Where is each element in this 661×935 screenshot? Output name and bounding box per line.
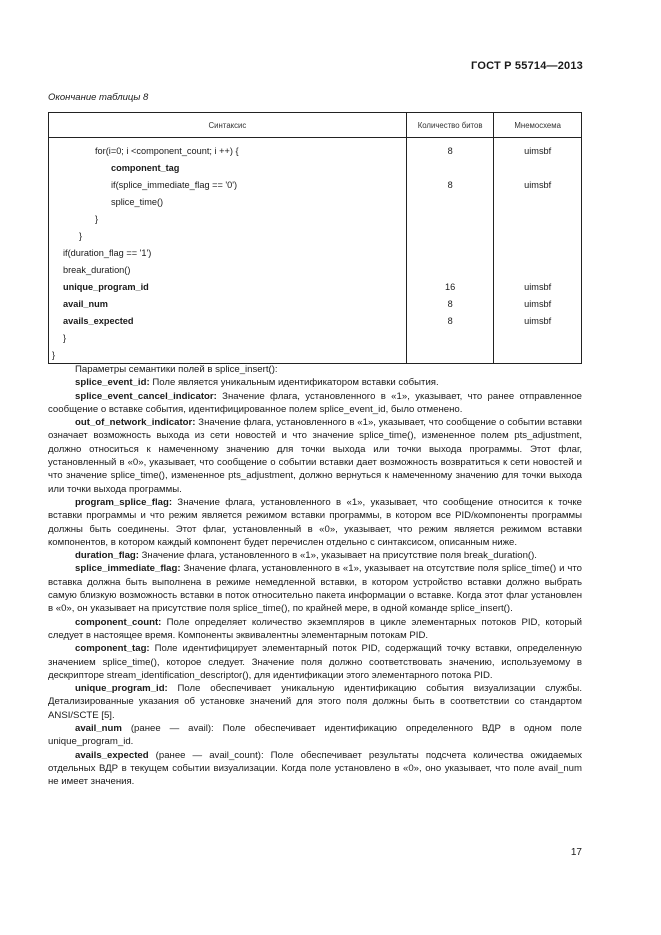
syntax-cell: for(i=0; i <component_count; i ++) { [49, 138, 407, 160]
syntax-cell [49, 295, 407, 312]
table-row [49, 176, 582, 193]
table-row [49, 227, 582, 244]
syntax-cell: } [49, 346, 407, 364]
paragraph [48, 749, 582, 789]
paragraph [48, 390, 582, 417]
mnemonic-cell [494, 193, 582, 210]
mnemonic-cell: uimsbf [494, 278, 582, 295]
table-row [49, 329, 582, 346]
header-mnemonic: Мнемосхема [494, 113, 582, 138]
table-row [49, 295, 582, 312]
field-description: (ранее — avail): Поле обеспечивает идентификацию определенного ВДР в одном поле unique_program_id. [48, 723, 582, 748]
paragraph [48, 682, 582, 722]
mnemonic-cell: uimsbf [494, 176, 582, 193]
syntax-cell [49, 312, 407, 329]
syntax-cell: } [49, 329, 407, 346]
mnemonic-cell [494, 159, 582, 176]
field-term: component_count: [75, 616, 162, 628]
syntax-cell: splice_time() [49, 193, 407, 210]
syntax-field-name: avail_num [63, 298, 108, 309]
syntax-cell: break_duration() [49, 261, 407, 278]
field-description: Значение флага, установленного в «1», указывает, что ранее отправленное сообщение о вставке события, идентифицированное полем splice_event_id, было отменено. [48, 390, 582, 415]
field-term: unique_program_id: [75, 683, 168, 695]
field-term: out_of_network_indicator: [75, 417, 196, 429]
paragraph [48, 722, 582, 749]
paragraph [48, 642, 582, 682]
table-row [49, 346, 582, 364]
bits-cell [406, 227, 494, 244]
syntax-cell: } [49, 210, 407, 227]
syntax-table [48, 112, 582, 364]
field-description: Значение флага, установленного в «1», указывает на отсутствие поля splice_time() и что вставка должна быть выполнена в режиме немедленной вставки, в котором устройство вставки должно выбрать самую близкую возможность вставки в поток относительно пакета информации о вставке. Когда этот флаг установлен в «0», он указывает на присутствие поля splice_time(), по крайней мере, в одной команде splice_insert(). [48, 563, 582, 615]
paragraph [48, 376, 582, 389]
field-description: Значение флага, установленного в «1», указывает, что сообщение относится к точке вставки программы и что режим является режимом вставки программы, в котором все PID/компоненты программы должны быть соединены. Этот флаг, установленный в «0», указывает, что режим является режимом вставки компонентов, в котором каждый компонент будет перечислен отдельно с синтаксисом, описанным ниже. [48, 496, 582, 548]
field-description: (ранее — avail_count): Поле обеспечивает результаты подсчета количества ожидаемых отдельных ВДР в текущем событии визуализации. Когда поле установлено в «0», оно указывает, что поле avail_num не имеет значения. [48, 749, 582, 788]
field-term: avails_expected [75, 749, 149, 761]
field-term: splice_event_cancel_indicator: [75, 390, 217, 402]
bits-cell [406, 210, 494, 227]
field-term: component_tag: [75, 643, 150, 655]
mnemonic-cell: uimsbf [494, 138, 582, 160]
field-description: Значение флага, установленного в «1», указывает на присутствие поля break_duration(). [138, 550, 537, 562]
field-term: program_splice_flag: [75, 496, 173, 508]
page-number: 17 [570, 847, 582, 858]
bits-cell: 16 [406, 278, 494, 295]
table-row [49, 278, 582, 295]
field-description: Поле определяет количество экземпляров в цикле элементарных потоков PID, который следует в настоящее время. Компоненты эквивалентны элементарным потокам PID. [48, 616, 582, 641]
mnemonic-cell [494, 227, 582, 244]
header-bits: Количество битов [406, 113, 494, 138]
paragraph [48, 562, 582, 615]
syntax-cell [49, 159, 407, 176]
field-term: splice_event_id: [75, 377, 150, 389]
bits-cell [406, 244, 494, 261]
syntax-field-name: unique_program_id [63, 281, 149, 292]
mnemonic-cell: uimsbf [494, 312, 582, 329]
mnemonic-cell [494, 244, 582, 261]
mnemonic-cell [494, 329, 582, 346]
table-row [49, 312, 582, 329]
field-term: splice_immediate_flag: [75, 563, 181, 575]
field-description: Поле является уникальным идентификатором вставки события. [149, 377, 439, 389]
bits-cell: 8 [406, 312, 494, 329]
bits-cell [406, 346, 494, 364]
bits-cell [406, 329, 494, 346]
bits-cell [406, 261, 494, 278]
field-description: Поле обеспечивает уникальную идентификацию события визуализации службы. Детализированные указания об установке значений для этого поля должны быть в соответствии со стандартом ANSI/SCTE [5]. [48, 683, 582, 721]
table-row [49, 261, 582, 278]
table-row [49, 210, 582, 227]
table-row [49, 244, 582, 261]
paragraph [48, 549, 582, 562]
paragraph [48, 616, 582, 643]
syntax-cell: } [49, 227, 407, 244]
syntax-field-name: avails_expected [63, 315, 134, 326]
semantics-intro: Параметры семантики полей в splice_insert(): [75, 364, 278, 375]
bits-cell [406, 193, 494, 210]
bits-cell: 8 [406, 138, 494, 160]
bits-cell: 8 [406, 176, 494, 193]
bits-cell: 8 [406, 295, 494, 312]
table-row [49, 138, 582, 160]
semantics-text [48, 363, 582, 789]
table-caption: Окончание таблицы 8 [48, 92, 149, 103]
mnemonic-cell [494, 210, 582, 227]
field-description: Значение флага, установленного в «1», указывает, что сообщение о событии вставки означает возможность выхода из сети новостей и что значение splice_time(), измененное полем pts_adjustment, должно относиться к намеченному значению для точки выхода или точки выхода программы. Этот флаг, установленный в «0», указывает, что сообщение о событии вставки дает возможность возвратиться к сети новостей и что значение splice_time(), измененное pts_adjustment, должно вернуться к намеченному значению для точки выхода или точки выхода программы. [48, 417, 582, 495]
bits-cell [406, 159, 494, 176]
table-header-row [49, 113, 582, 138]
field-description: Поле идентифицирует элементарный поток PID, содержащий точку вставки, определенную значением splice_time(), которое следует. Значение поля должно соответствовать значению, используемому в дескрипторе stream_identification_descriptor(), для идентификации этого элементарного потока PID. [48, 643, 582, 681]
field-term: avail_num [75, 723, 122, 735]
standard-number: ГОСТ Р 55714—2013 [471, 60, 583, 72]
syntax-cell: if(duration_flag == '1') [49, 244, 407, 261]
syntax-cell [49, 278, 407, 295]
paragraph [48, 496, 582, 549]
table-row [49, 159, 582, 176]
field-term: duration_flag: [75, 550, 139, 562]
mnemonic-cell: uimsbf [494, 295, 582, 312]
mnemonic-cell [494, 261, 582, 278]
syntax-cell: if(splice_immediate_flag == '0') [49, 176, 407, 193]
table-row [49, 193, 582, 210]
syntax-field-name: component_tag [111, 162, 180, 173]
header-syntax: Синтаксис [49, 113, 407, 138]
mnemonic-cell [494, 346, 582, 364]
paragraph [48, 416, 582, 496]
